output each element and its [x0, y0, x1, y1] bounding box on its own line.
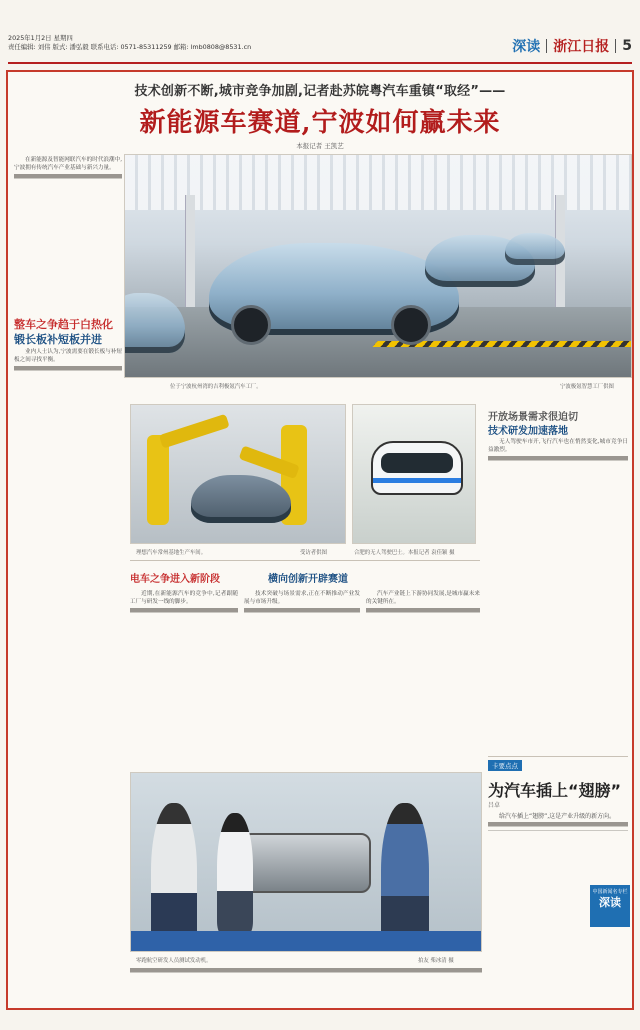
issue-date: 2025年1月2日 星期四 — [8, 34, 73, 42]
body-column-mid1 — [130, 590, 238, 766]
headline-title: 新能源车赛道,宁波如何赢未来 — [139, 108, 501, 138]
body-column-right — [488, 438, 628, 754]
text-filler — [130, 608, 238, 616]
paragraph: 无人驾驶车市开,飞行汽车也在悄然变化,城市竞争日益激烈。 — [488, 439, 628, 454]
paragraph: 给汽车插上“翅膀”,这是产业升级的新方向。 — [499, 813, 616, 820]
page-number: 5 — [622, 38, 632, 54]
column-badge — [590, 885, 630, 927]
bus-window — [381, 453, 453, 473]
robot-arm — [159, 414, 230, 449]
section-heading-1b: 锻长板补短板并进 — [14, 333, 102, 346]
caption-bus: 合肥的无人驾驶巴士。本报记者 袁佳颖 摄 — [354, 550, 455, 556]
byline: 本报记者 王凯艺 — [296, 142, 344, 150]
headline-kicker: 技术创新不断,城市竞争加剧,记者赴苏皖粤汽车重镇“取经”—— — [134, 84, 506, 99]
robots-photo — [130, 404, 346, 544]
badge-main: 深读 — [599, 896, 621, 909]
text-filler — [14, 174, 122, 182]
editor-credits: 责任编辑: 刘伟 版式: 潘弘毅 联系电话: 0571-85311259 邮箱: lmb0808@8531.cn — [8, 43, 252, 51]
body-column-mid2 — [244, 590, 360, 766]
text-filler — [14, 366, 122, 374]
caption-lab-credit: 拍友 柴冰清 摄 — [418, 958, 454, 964]
caption-lab: 零跑航空研发人员测试发动机。 — [136, 958, 212, 964]
section-label: 深读 — [512, 39, 541, 55]
caption-factory-credit: 宁波极氪智慧工厂供图 — [560, 384, 614, 390]
commentary-author: 吕卓 — [488, 802, 501, 809]
newspaper-logo: 浙江日报 — [553, 39, 610, 55]
section-heading-3a: 电车之争进入新阶段 — [130, 574, 220, 585]
headline-block — [0, 80, 640, 150]
section-heading-3b: 横向创新开辟赛道 — [268, 574, 348, 585]
paragraph: 在新能源及智能网联汽车的时代浪潮中,宁波拥有传统汽车产业基础与新兴力量。 — [14, 157, 122, 172]
commentary-title: 为汽车插上“翅膀” — [488, 781, 622, 800]
factory-photo — [124, 154, 632, 378]
masthead-rule — [8, 62, 632, 64]
masthead-brand — [512, 36, 632, 56]
badge-top: 中国新闻名专栏 — [592, 889, 628, 895]
wheel — [391, 305, 431, 345]
body-column-bottom — [130, 968, 482, 1002]
body-column-left — [14, 348, 122, 998]
car-body-in-line — [191, 475, 291, 523]
text-filler — [366, 608, 480, 616]
car-edge — [124, 293, 185, 353]
bus-photo — [352, 404, 476, 544]
commentary-divider — [488, 756, 628, 757]
text-filler — [488, 822, 628, 831]
paragraph: 技术突破与场景需求,正在不断推动产业发展与市场升级。 — [244, 591, 360, 606]
lab-photo — [130, 772, 482, 952]
divider — [546, 39, 547, 53]
commentary-tag: 卡要点点 — [488, 760, 522, 771]
bus-stripe — [373, 478, 461, 483]
section-heading-2a: 开放场景需求很迫切 — [488, 412, 578, 423]
engineer-mid — [217, 813, 253, 933]
divider — [615, 39, 616, 53]
workbench — [131, 931, 481, 951]
engine-test-rig — [241, 833, 371, 893]
caption-robots-credit: 受访者供图 — [300, 550, 327, 556]
masthead-info — [8, 34, 251, 52]
engineer-left — [151, 803, 197, 952]
text-filler — [244, 608, 360, 616]
autonomous-bus — [371, 441, 463, 495]
robot-base — [147, 435, 169, 525]
caption-factory: 位于宁波杭州湾的吉利极氪汽车工厂。 — [170, 384, 262, 390]
text-filler — [130, 968, 482, 976]
paragraph: 业内人士认为,宁波需要在锻长板与补短板之间寻找平衡。 — [14, 349, 122, 364]
car-third — [505, 233, 565, 265]
section-heading-2b: 技术研发加速落地 — [488, 426, 568, 437]
engineer-right — [381, 803, 429, 952]
body-column-mid3 — [366, 590, 480, 766]
body-column-left-top — [14, 156, 122, 306]
section-divider — [130, 560, 480, 561]
masthead — [0, 28, 640, 70]
paragraph: 近期,在新能源汽车的竞争中,记者跟随工厂与研发一线的脚步。 — [130, 591, 238, 606]
wheel — [231, 305, 271, 345]
paragraph: 汽车产业链上下游协同发展,是城市赢未来的关键所在。 — [366, 591, 480, 606]
section-heading-1a: 整车之争趋于白热化 — [14, 318, 113, 331]
text-filler — [488, 456, 628, 464]
caption-robots: 理想汽车常州基地生产车间。 — [136, 550, 207, 556]
